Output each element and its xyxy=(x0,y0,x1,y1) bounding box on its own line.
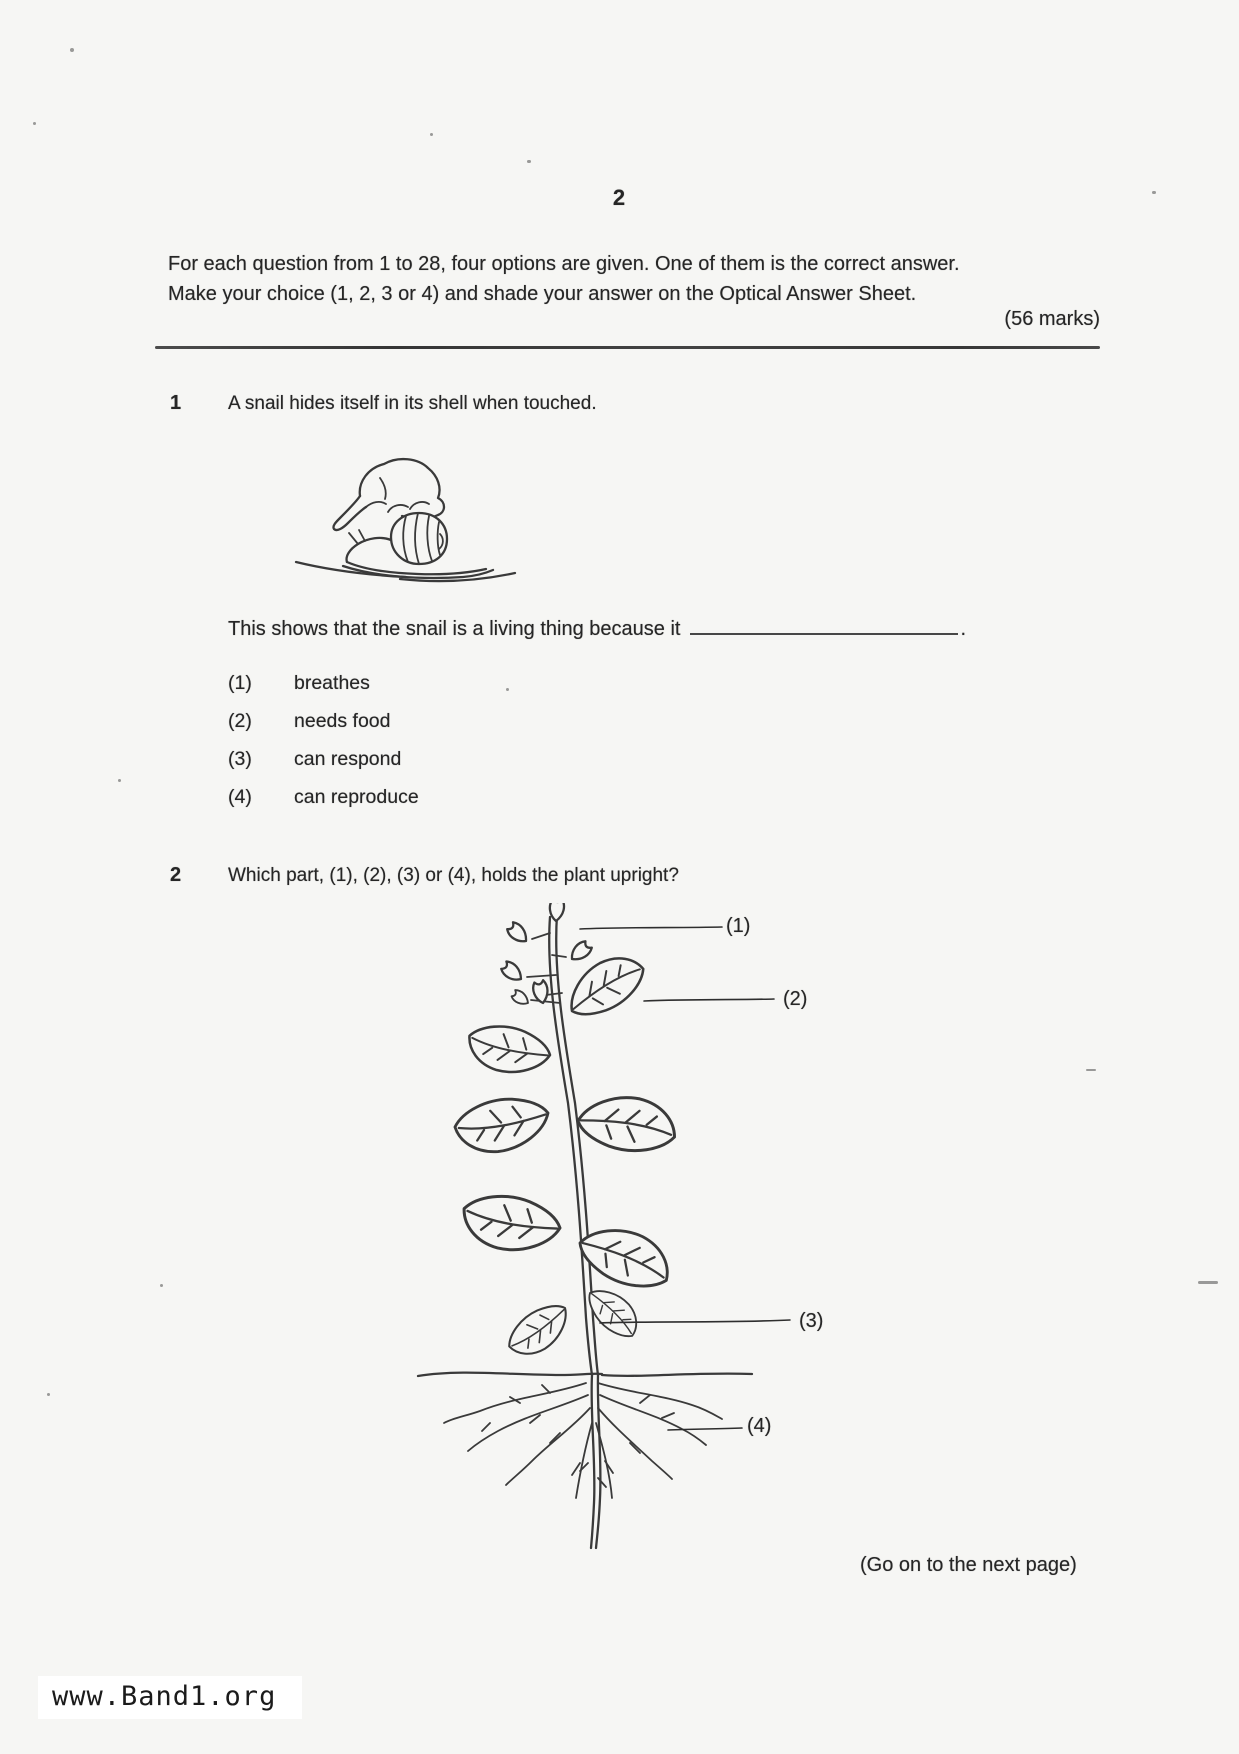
scan-speck xyxy=(33,122,36,125)
instructions-line-2: Make your choice (1, 2, 3 or 4) and shade your answer on the Optical Answer Sheet. xyxy=(168,283,917,305)
scan-dash xyxy=(1086,1069,1096,1071)
option-number: (2) xyxy=(228,710,252,732)
plant-label-2: (2) xyxy=(783,988,808,1010)
plant-leaves xyxy=(453,947,681,1363)
option-row xyxy=(228,710,419,732)
question-2-number: 2 xyxy=(170,864,182,886)
question-1-stem xyxy=(228,618,966,641)
option-label: breathes xyxy=(294,672,370,694)
plant-diagram xyxy=(400,903,810,1551)
option-number: (1) xyxy=(228,672,252,694)
scan-speck xyxy=(160,1284,163,1287)
marks-total: (56 marks) xyxy=(1004,308,1100,330)
plant-label-3: (3) xyxy=(799,1310,824,1332)
option-row xyxy=(228,786,419,808)
scan-speck xyxy=(430,133,433,136)
scan-speck xyxy=(1152,191,1156,194)
next-page-note: (Go on to the next page) xyxy=(860,1554,1077,1576)
option-label: can reproduce xyxy=(294,786,419,808)
option-label: can respond xyxy=(294,748,402,770)
scan-speck xyxy=(506,688,509,691)
instructions-line-1: For each question from 1 to 28, four options are given. One of them is the correct answer. xyxy=(168,253,960,275)
question-1-text: A snail hides itself in its shell when touched. xyxy=(228,393,597,414)
plant-label-1: (1) xyxy=(726,915,751,937)
snail-icon xyxy=(343,513,493,578)
scan-speck xyxy=(47,1393,50,1396)
scan-speck xyxy=(70,48,74,52)
question-1-number: 1 xyxy=(170,392,182,414)
ground-line xyxy=(418,1373,752,1376)
option-label: needs food xyxy=(294,710,391,732)
section-divider xyxy=(155,346,1100,349)
option-row xyxy=(228,672,419,694)
option-number: (4) xyxy=(228,786,252,808)
scan-speck xyxy=(118,779,121,782)
option-row xyxy=(228,748,419,770)
scan-speck xyxy=(527,160,531,163)
watermark: www.Band1.org xyxy=(38,1676,302,1719)
stem-text: This shows that the snail is a living thing because it xyxy=(228,618,681,640)
answer-blank xyxy=(690,632,958,635)
page-number: 2 xyxy=(612,185,627,210)
scan-dash xyxy=(1198,1281,1218,1284)
stem-suffix: . xyxy=(960,618,967,640)
plant-roots xyxy=(444,1375,722,1548)
snail-touch-illustration xyxy=(288,452,523,587)
question-1-options xyxy=(228,672,419,808)
question-2-text: Which part, (1), (2), (3) or (4), holds the plant upright? xyxy=(228,865,679,886)
option-number: (3) xyxy=(228,748,252,770)
plant-label-4: (4) xyxy=(747,1415,772,1437)
